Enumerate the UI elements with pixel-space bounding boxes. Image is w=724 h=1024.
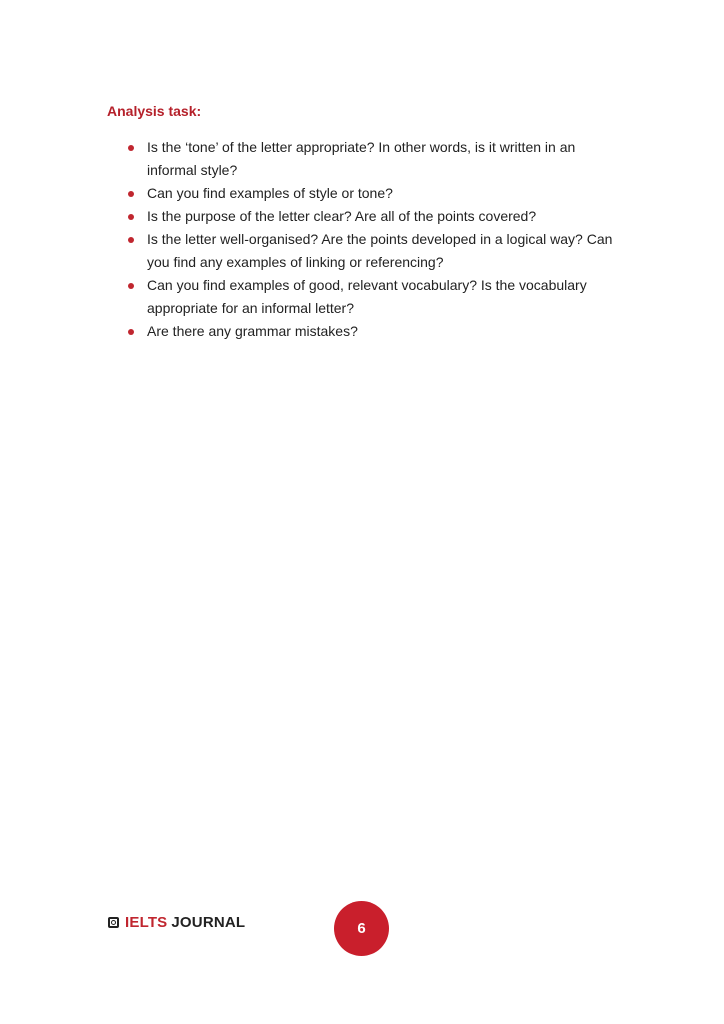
analysis-task-list bbox=[147, 136, 627, 343]
list-item: Are there any grammar mistakes? bbox=[147, 320, 627, 343]
brand-logo bbox=[108, 914, 245, 931]
list-item: Is the purpose of the letter clear? Are all of the points covered? bbox=[147, 205, 627, 228]
list-item: Can you find examples of good, relevant vocabulary? Is the vocabulary appropriate for an informal letter? bbox=[147, 274, 627, 320]
brand-main-text: JOURNAL bbox=[171, 914, 246, 931]
page-number-badge: 6 bbox=[334, 901, 389, 956]
section-heading: Analysis task: bbox=[107, 103, 202, 119]
list-item: Can you find examples of style or tone? bbox=[147, 182, 627, 205]
brand-accent-text: IELTS bbox=[125, 914, 168, 931]
instagram-icon bbox=[108, 917, 119, 928]
list-item: Is the letter well-organised? Are the points developed in a logical way? Can you find any examples of linking or referencing? bbox=[147, 228, 627, 274]
list-item: Is the ‘tone’ of the letter appropriate? In other words, is it written in an informal style? bbox=[147, 136, 627, 182]
